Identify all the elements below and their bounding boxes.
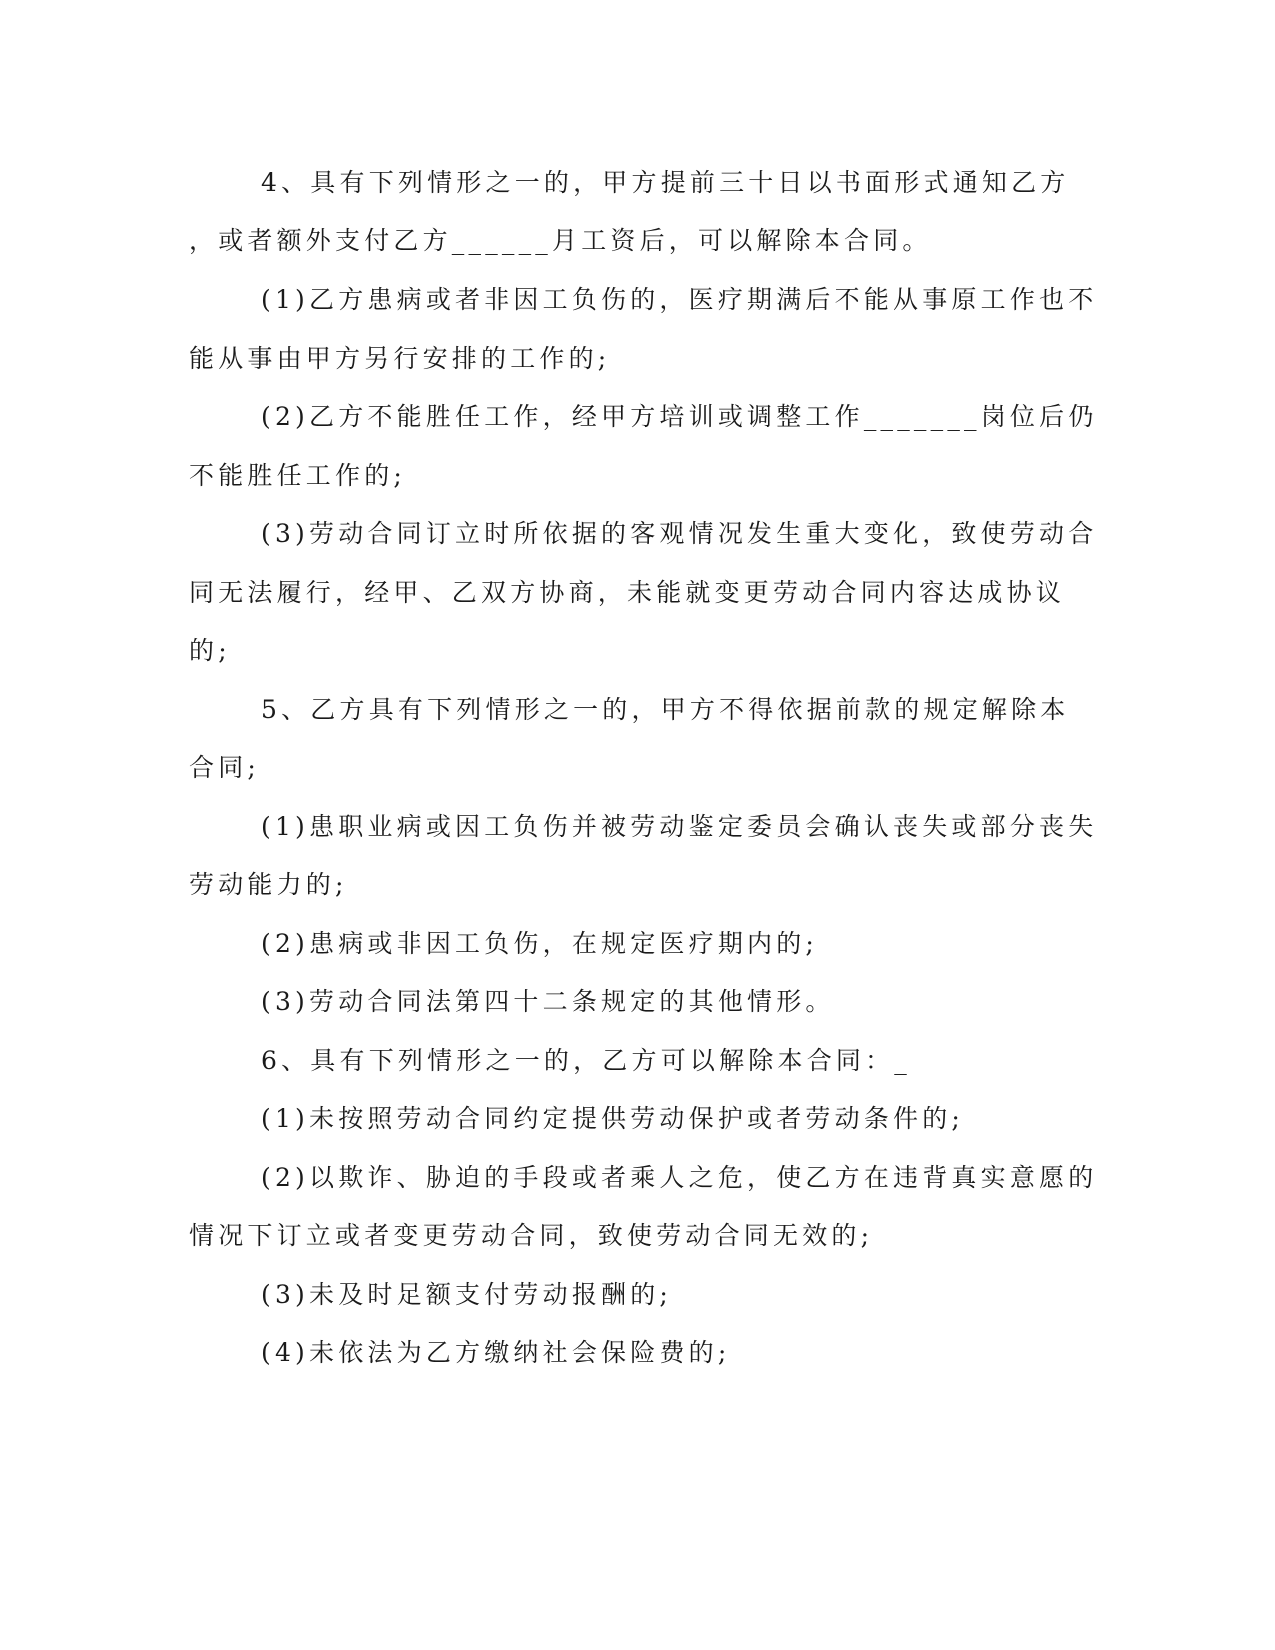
clause-4-2-line-2: 不能胜任工作的; — [189, 461, 407, 490]
clause-4-line-2: ，或者额外支付乙方______月工资后，可以解除本合同。 — [189, 226, 932, 255]
clause-4-1-line-1: (1)乙方患病或者非因工负伤的，医疗期满后不能从事原工作也不 — [261, 285, 1098, 314]
clause-5-2: (2)患病或非因工负伤，在规定医疗期内的; — [261, 929, 819, 958]
clause-4-line-1: 4、具有下列情形之一的，甲方提前三十日以书面形式通知乙方 — [261, 168, 1070, 197]
clause-6-3: (3)未及时足额支付劳动报酬的; — [261, 1280, 673, 1309]
clause-4-2-line-1: (2)乙方不能胜任工作，经甲方培训或调整工作_______岗位后仍 — [261, 402, 1098, 431]
clause-5-1-line-1: (1)患职业病或因工负伤并被劳动鉴定委员会确认丧失或部分丧失 — [261, 812, 1098, 841]
clause-4-3-line-3: 的; — [189, 636, 231, 665]
clause-4-3-line-1: (3)劳动合同订立时所依据的客观情况发生重大变化，致使劳动合 — [261, 519, 1098, 548]
clause-5-1-line-2: 劳动能力的; — [189, 870, 348, 899]
clause-6-2-line-2: 情况下订立或者变更劳动合同，致使劳动合同无效的; — [189, 1221, 874, 1250]
clause-4-3-line-2: 同无法履行，经甲、乙双方协商，未能就变更劳动合同内容达成协议 — [189, 578, 1066, 607]
clause-6-line-1: 6、具有下列情形之一的，乙方可以解除本合同：_ — [261, 1046, 912, 1075]
clause-6-4: (4)未依法为乙方缴纳社会保险费的; — [261, 1338, 731, 1367]
clause-5-line-2: 合同; — [189, 753, 261, 782]
clause-6-1: (1)未按照劳动合同约定提供劳动保护或者劳动条件的; — [261, 1104, 965, 1133]
clause-5-line-1: 5、乙方具有下列情形之一的，甲方不得依据前款的规定解除本 — [261, 695, 1070, 724]
clause-5-3: (3)劳动合同法第四十二条规定的其他情形。 — [261, 987, 835, 1016]
clause-6-2-line-1: (2)以欺诈、胁迫的手段或者乘人之危，使乙方在违背真实意愿的 — [261, 1163, 1098, 1192]
clause-4-1-line-2: 能从事由甲方另行安排的工作的; — [189, 344, 611, 373]
